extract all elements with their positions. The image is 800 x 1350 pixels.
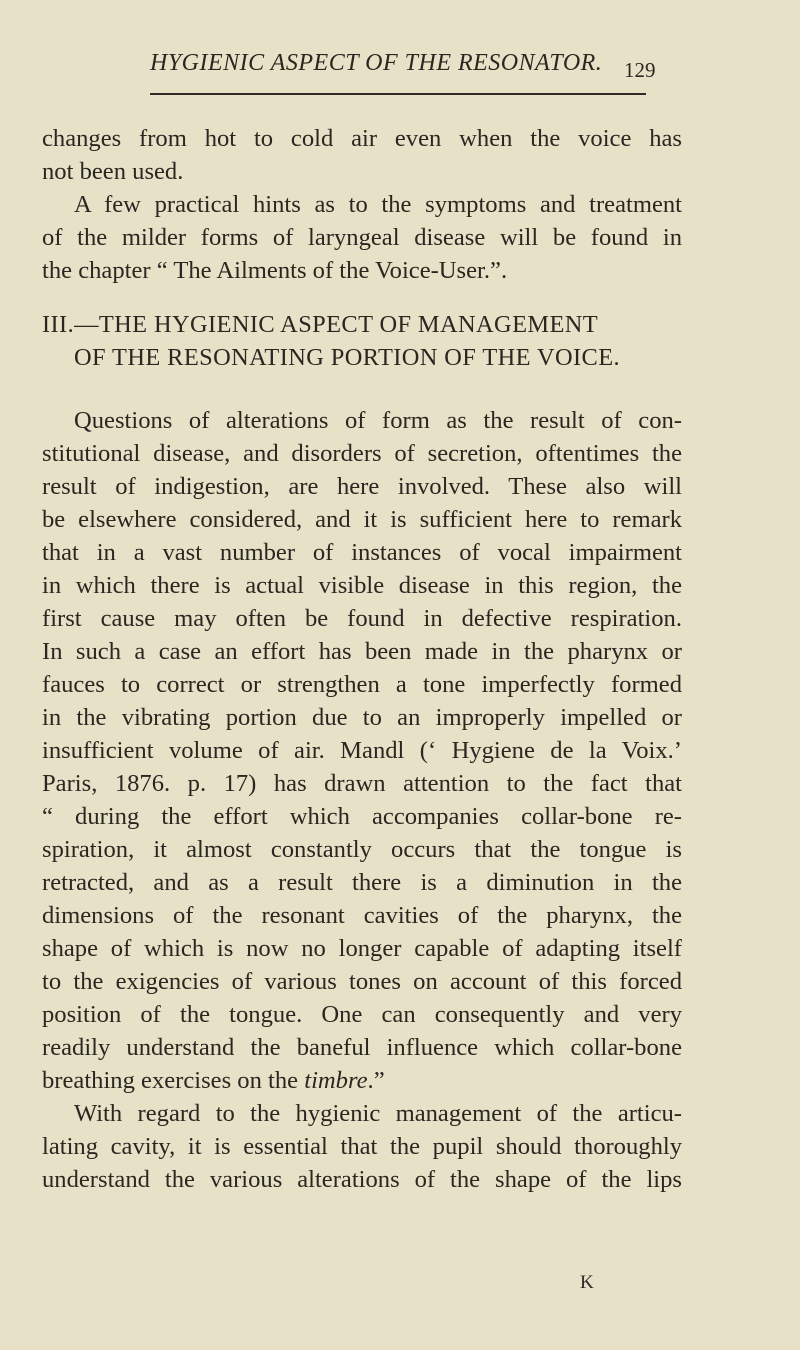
heading-line: III.—THE HYGIENIC ASPECT OF MANAGEMENT (42, 311, 599, 338)
text-line: retracted, and as a result there is a diminution in the (42, 869, 682, 896)
text-line: insufficient volume of air. Mandl (‘ Hygiene de la Voix.’ (42, 737, 682, 764)
text-line: “ during the effort which accompanies collar-bone re- (42, 803, 682, 830)
text-line: not been used. (42, 158, 184, 185)
italic-word: timbre (304, 1067, 368, 1094)
header-rule (150, 93, 646, 95)
text-line: Questions of alterations of form as the result of con- (74, 407, 682, 434)
text-line: spiration, it almost constantly occurs that the tongue is (42, 836, 682, 863)
text-line: to the exigencies of various tones on account of this forced (42, 968, 682, 995)
text-block-top (42, 122, 682, 287)
text-line: result of indigestion, are here involved. These also will (42, 473, 682, 500)
text-line: In such a case an effort has been made in the pharynx or (42, 638, 682, 665)
text-line: With regard to the hygienic management of the articu- (74, 1100, 682, 1127)
heading-line: OF THE RESONATING PORTION OF THE VOICE. (74, 344, 621, 371)
text-line: fauces to correct or strengthen a tone imperfectly formed (42, 671, 682, 698)
text-line: lating cavity, it is essential that the pupil should thoroughly (42, 1133, 682, 1160)
text-line: changes from hot to cold air even when the voice has (42, 125, 682, 152)
signature-mark: K (580, 1272, 594, 1293)
text-line: be elsewhere considered, and it is sufficient here to remark (42, 506, 682, 533)
text-line: Paris, 1876. p. 17) has drawn attention to the fact that (42, 770, 682, 797)
text-line: A few practical hints as to the symptoms and treatment (74, 191, 682, 218)
text-line: readily understand the baneful influence which collar-bone (42, 1034, 682, 1061)
page-number: 129 (624, 58, 656, 82)
text-line: the chapter “ The Ailments of the Voice-User.”. (42, 257, 508, 284)
text-fragment: breathing exercises on the (42, 1067, 305, 1094)
text-line: in the vibrating portion due to an improperly impelled or (42, 704, 682, 731)
section-heading (42, 308, 682, 374)
text-line: in which there is actual visible disease in this region, the (42, 572, 682, 599)
text-line: first cause may often be found in defective respiration. (42, 605, 682, 632)
text-line: stitutional disease, and disorders of secretion, oftentimes the (42, 440, 682, 467)
text-line: position of the tongue. One can consequently and very (42, 1001, 682, 1028)
text-line: of the milder forms of laryngeal disease will be found in (42, 224, 682, 251)
text-line: shape of which is now no longer capable of adapting itself (42, 935, 682, 962)
text-line: understand the various alterations of the shape of the lips (42, 1166, 682, 1193)
text-block-main (42, 404, 682, 1196)
running-header: HYGIENIC ASPECT OF THE RESONATOR. (150, 50, 603, 76)
closing-quote: .” (367, 1067, 385, 1094)
text-line-last (42, 1064, 682, 1097)
text-line: dimensions of the resonant cavities of the pharynx, the (42, 902, 682, 929)
text-line: that in a vast number of instances of vocal impairment (42, 539, 682, 566)
